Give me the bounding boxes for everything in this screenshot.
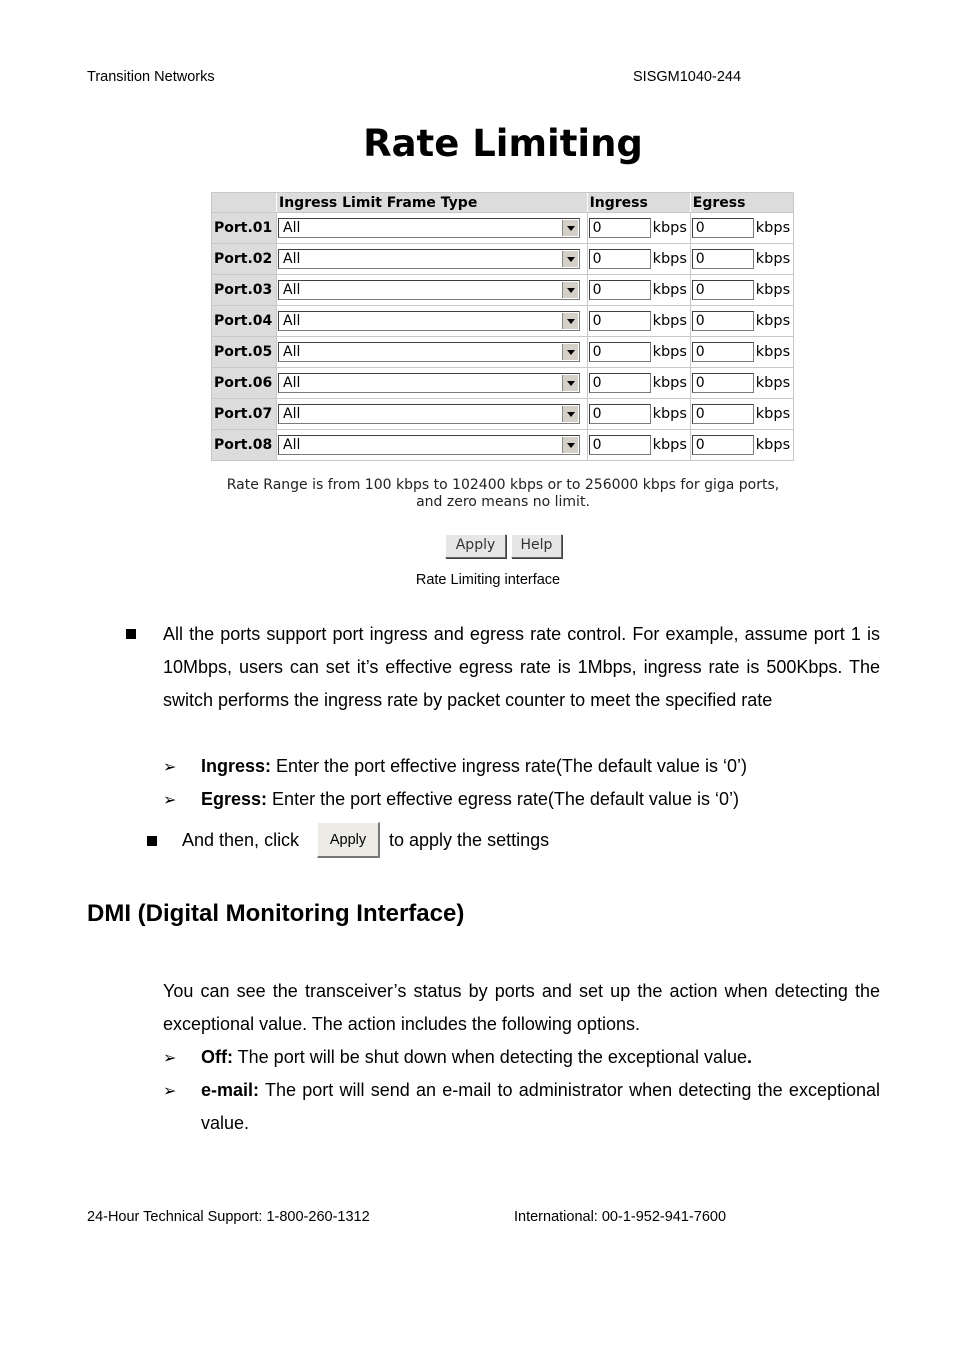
ingress-rate-input[interactable]: 0	[589, 342, 651, 362]
frame-type-select[interactable]	[278, 311, 580, 331]
table-row	[212, 243, 793, 274]
frame-type-value: All	[283, 251, 301, 267]
ports-rate-paragraph: All the ports support port ingress and egress rate control. For example, assume port 1 is 10Mbps, users can set it’s effective egress rate is 1Mbps, ingress rate is 500Kbps. The switch performs the ingress rate by packet counter to meet the specified rate	[163, 624, 880, 710]
egress-rate-input[interactable]: 0	[692, 342, 754, 362]
arrow-bullet-icon: ➢	[163, 1081, 177, 1100]
off-period: .	[746, 1047, 752, 1067]
egress-label: Egress:	[201, 789, 268, 809]
ingress-unit: kbps	[652, 406, 687, 422]
frame-type-value: All	[283, 344, 301, 360]
ingress-description: Enter the port effective ingress rate(The default value is ‘0’)	[271, 756, 747, 776]
port-column-header	[212, 193, 277, 212]
frame-type-select[interactable]	[278, 342, 580, 362]
egress-unit: kbps	[755, 220, 791, 236]
ingress-rate-input[interactable]: 0	[589, 249, 651, 269]
ingress-unit: kbps	[652, 282, 687, 298]
table-row	[212, 274, 793, 305]
egress-rate-input[interactable]: 0	[692, 435, 754, 455]
figure-caption: Rate Limiting interface	[415, 572, 561, 588]
click-before-text: And then, click	[182, 830, 300, 850]
egress-bullet	[201, 783, 739, 816]
ingress-unit: kbps	[652, 251, 687, 267]
arrow-bullet-icon: ➢	[163, 790, 177, 809]
egress-rate-input[interactable]: 0	[692, 404, 754, 424]
arrow-bullet-icon: ➢	[163, 757, 177, 776]
chevron-down-icon[interactable]	[562, 406, 578, 422]
chevron-down-icon[interactable]	[562, 220, 578, 236]
table-row	[212, 398, 793, 429]
ingress-unit: kbps	[652, 437, 687, 453]
chevron-down-icon[interactable]	[562, 375, 578, 391]
port-label: Port.07	[212, 398, 277, 429]
egress-rate-input[interactable]: 0	[692, 218, 754, 238]
port-label: Port.01	[212, 212, 277, 243]
chevron-down-icon[interactable]	[562, 437, 578, 453]
frame-type-select[interactable]	[278, 435, 580, 455]
egress-unit: kbps	[755, 251, 791, 267]
ingress-unit: kbps	[652, 220, 687, 236]
port-label: Port.02	[212, 243, 277, 274]
square-bullet-icon	[147, 836, 157, 846]
port-label: Port.05	[212, 336, 277, 367]
off-bullet	[201, 1041, 752, 1074]
ingress-rate-input[interactable]: 0	[589, 311, 651, 331]
apply-button[interactable]: Apply	[445, 534, 506, 558]
footer-international: International: 00-1-952-941-7600	[514, 1209, 727, 1225]
frame-type-value: All	[283, 437, 301, 453]
frame-type-select[interactable]	[278, 218, 580, 238]
frame-type-select[interactable]	[278, 249, 580, 269]
frame-type-value: All	[283, 313, 301, 329]
chevron-down-icon[interactable]	[562, 344, 578, 360]
port-label: Port.08	[212, 429, 277, 460]
egress-rate-input[interactable]: 0	[692, 311, 754, 331]
egress-column-header: Egress	[691, 193, 793, 212]
square-bullet-icon	[126, 629, 136, 639]
page-header-company: Transition Networks	[87, 69, 215, 85]
frame-type-value: All	[283, 406, 301, 422]
egress-rate-input[interactable]: 0	[692, 280, 754, 300]
egress-unit: kbps	[755, 344, 791, 360]
ingress-unit: kbps	[652, 375, 687, 391]
chevron-down-icon[interactable]	[562, 282, 578, 298]
rate-range-note	[160, 477, 846, 511]
table-row	[212, 367, 793, 398]
help-button[interactable]: Help	[511, 534, 562, 558]
egress-rate-input[interactable]: 0	[692, 249, 754, 269]
port-label: Port.03	[212, 274, 277, 305]
email-label: e-mail:	[201, 1080, 260, 1100]
ingress-rate-input[interactable]: 0	[589, 218, 651, 238]
rate-range-note-line2: and zero means no limit.	[416, 494, 590, 510]
port-label: Port.06	[212, 367, 277, 398]
table-row	[212, 336, 793, 367]
ingress-unit: kbps	[652, 313, 687, 329]
ingress-rate-input[interactable]: 0	[589, 280, 651, 300]
ingress-rate-input[interactable]: 0	[589, 373, 651, 393]
ingress-column-header: Ingress	[588, 193, 691, 212]
arrow-bullet-icon: ➢	[163, 1048, 177, 1067]
ingress-unit: kbps	[652, 344, 687, 360]
dmi-heading: DMI (Digital Monitoring Interface)	[87, 900, 465, 927]
egress-unit: kbps	[755, 406, 791, 422]
ingress-bullet	[201, 750, 747, 783]
port-label: Port.04	[212, 305, 277, 336]
frame-type-value: All	[283, 282, 301, 298]
ingress-label: Ingress:	[201, 756, 272, 776]
table-row	[212, 305, 793, 336]
email-bullet	[201, 1074, 880, 1140]
dmi-intro-paragraph: You can see the transceiver’s status by ports and set up the action when detecting the exceptional value. The action includes the following options.	[163, 981, 880, 1034]
rate-limit-table	[211, 192, 794, 461]
frame-type-column-header: Ingress Limit Frame Type	[277, 193, 588, 212]
egress-unit: kbps	[755, 375, 791, 391]
chevron-down-icon[interactable]	[562, 313, 578, 329]
frame-type-select[interactable]	[278, 404, 580, 424]
off-label: Off:	[201, 1047, 233, 1067]
frame-type-value: All	[283, 375, 301, 391]
page-header-model: SISGM1040-244	[633, 69, 742, 85]
click-after-text: to apply the settings	[389, 830, 550, 850]
footer-support: 24-Hour Technical Support: 1-800-260-1312	[87, 1209, 370, 1225]
rate-limiting-title: Rate Limiting	[363, 122, 643, 165]
egress-description: Enter the port effective egress rate(The default value is ‘0’)	[267, 789, 739, 809]
egress-unit: kbps	[755, 313, 791, 329]
email-description: The port will send an e-mail to administrator when detecting the exceptional value.	[201, 1080, 880, 1133]
table-row	[212, 429, 793, 460]
egress-unit: kbps	[755, 437, 791, 453]
ingress-rate-input[interactable]: 0	[589, 404, 651, 424]
egress-unit: kbps	[755, 282, 791, 298]
frame-type-select[interactable]	[278, 280, 580, 300]
off-description: The port will be shut down when detecting the exceptional value	[232, 1047, 747, 1067]
frame-type-select[interactable]	[278, 373, 580, 393]
table-row	[212, 212, 793, 243]
chevron-down-icon[interactable]	[562, 251, 578, 267]
inline-apply-button: Apply	[317, 822, 380, 858]
frame-type-value: All	[283, 220, 301, 236]
ingress-rate-input[interactable]: 0	[589, 435, 651, 455]
egress-rate-input[interactable]: 0	[692, 373, 754, 393]
rate-range-note-line1: Rate Range is from 100 kbps to 102400 kbps or to 256000 kbps for giga ports,	[226, 477, 780, 493]
